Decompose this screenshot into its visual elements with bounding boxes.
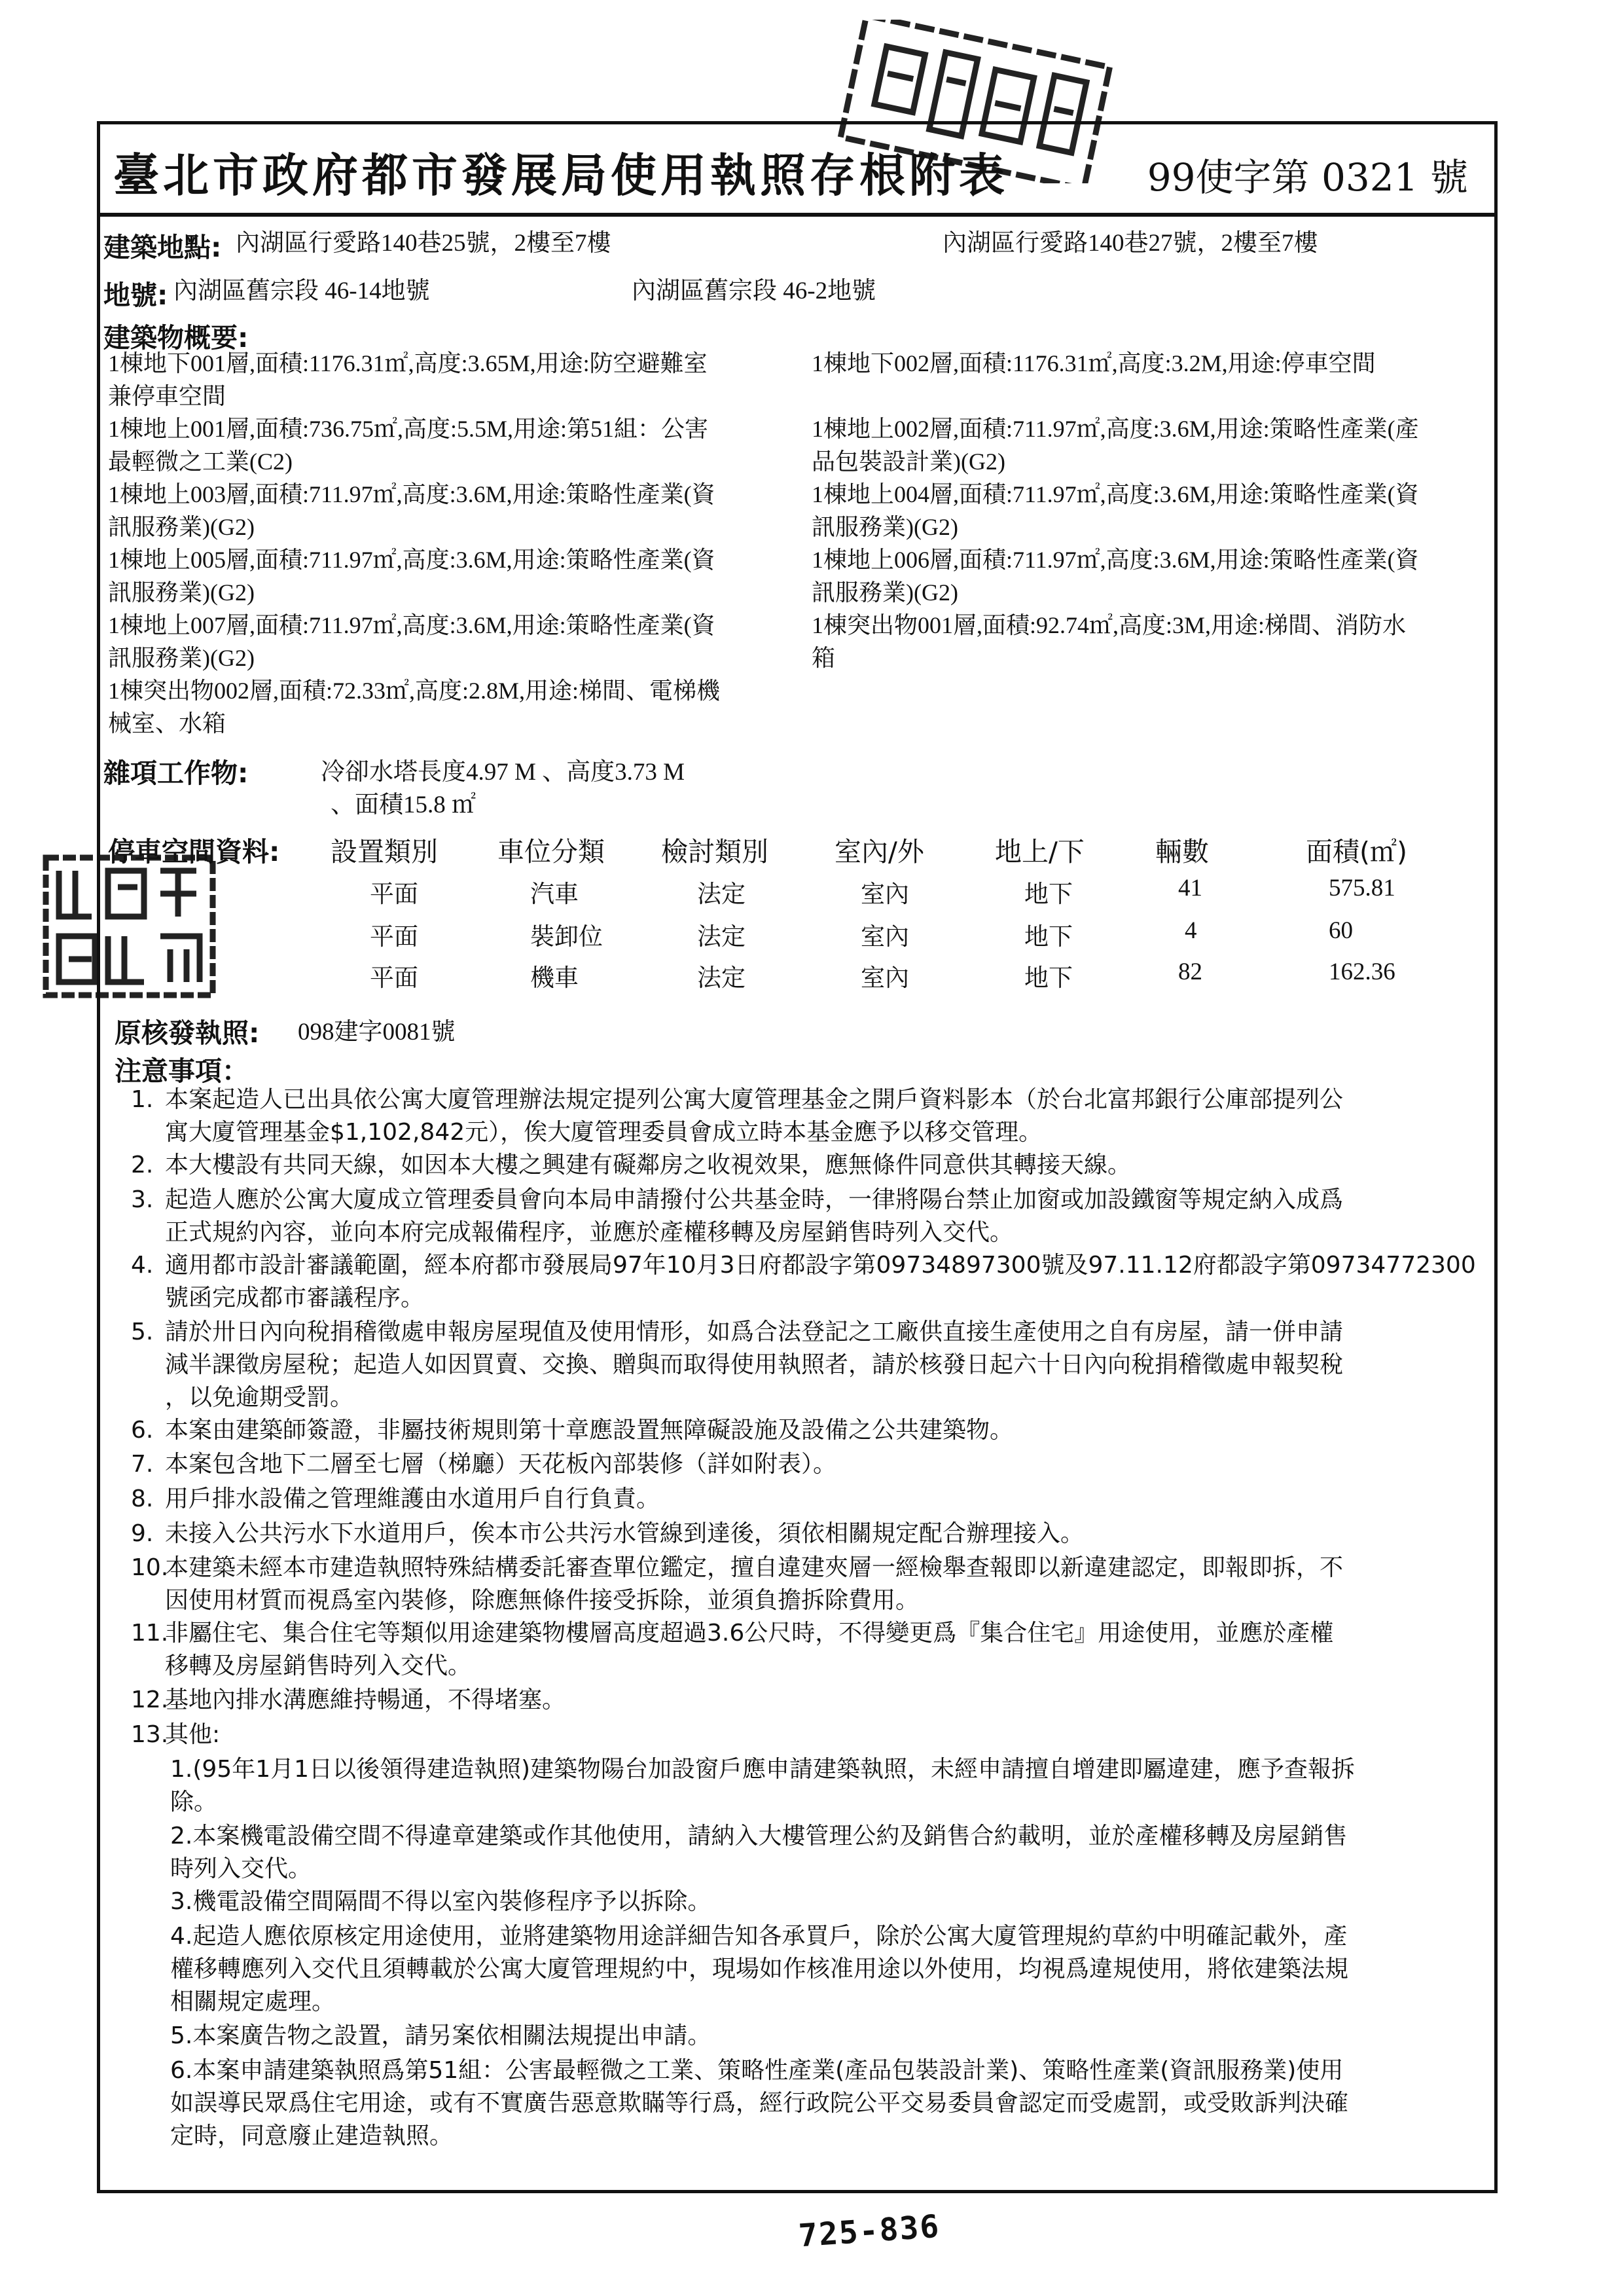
floor-entry: 1棟地上004層,面積:711.97㎡,高度:3.6M,用途:策略性產業(資 訊服務業)(G2) [812,481,1419,540]
parking-label: 停車空間資料: [108,836,280,867]
notes-label: 注意事項： [115,1055,249,1087]
original-permit-value: 098建字0081號 [298,1019,456,1046]
note-item: 10. 本建築未經本市建造執照特殊結構委託審查單位鑑定，擅自違建夾層一經檢舉查報即以新違建認定，即報即拆，不 因使用材質而視爲室內裝修，除應無條件接受拆除，並須負擔拆除費用。 [131,1554,1344,1614]
table-cell: 室內 [861,965,909,992]
note-item: 11. 非屬住宅、集合住宅等類似用途建築物樓層高度超過3.6公尺時，不得變更爲『集合住宅』用途使用，並應於產權 移轉及房屋銷售時列入交代。 [131,1620,1334,1679]
parking-header: 室內/外 [835,836,924,867]
note-item: 2. 本大樓設有共同天線，如因本大樓之興建有礙鄰房之收視效果，應無條件同意供其轉接天線。 [131,1152,1132,1178]
table-cell: 41 [1178,875,1202,902]
table-cell: 汽車 [530,881,579,908]
table-cell: 平面 [370,965,418,992]
footer-code: 725-836 [797,2208,941,2255]
note-item: 6. 本案由建築師簽證，非屬技術規則第十章應設置無障礙設施及設備之公共建築物。 [131,1417,1014,1444]
table-cell: 地下 [1024,881,1073,908]
note-item: 13. 其他: [131,1721,221,1748]
parking-header: 輛數 [1155,836,1209,867]
location-label: 建築地點: [103,232,222,263]
floor-entry: 1棟地上006層,面積:711.97㎡,高度:3.6M,用途:策略性產業(資 訊服務業)(G2) [812,547,1419,606]
floor-entry: 1棟地上002層,面積:711.97㎡,高度:3.6M,用途:策略性產業(產 品包裝設計業)(G2) [812,416,1419,475]
permit-number: 99使字第 0321 號 [1147,155,1468,200]
lot-1: 內湖區舊宗段 46-14地號 [173,278,430,304]
floor-entry: 1棟地上005層,面積:711.97㎡,高度:3.6M,用途:策略性產業(資 訊服務業)(G2) [108,547,715,606]
note-item: 5. 請於卅日內向稅捐稽徵處申報房屋現值及使用情形，如爲合法登記之工廠供直接生產使用之自有房屋，請一併申請 減半課徵房屋稅；起造人如因買賣、交換、贈與而取得使用執照者，請於核發日起六十日內向稅捐稽徵處申報契稅 ，以免逾期受罰。 [131,1319,1344,1411]
table-cell: 裝卸位 [530,924,603,951]
table-cell: 162.36 [1329,958,1395,985]
table-cell: 地下 [1024,924,1073,951]
parking-header: 地上/下 [995,836,1085,867]
note-item: 9. 未接入公共污水下水道用戶，俟本市公共污水管線到達後，須依相關規定配合辦理接入。 [131,1520,1085,1547]
floor-entry: 1棟地下001層,面積:1176.31㎡,高度:3.65M,用途:防空避難室 兼停車空間 [108,350,708,409]
floor-entry: 1棟突出物002層,面積:72.33㎡,高度:2.8M,用途:梯間、電梯機 械室、水箱 [108,678,721,737]
misc-works-label: 雜項工作物: [103,757,249,789]
table-cell: 機車 [530,965,579,992]
sub-note-item: 3.機電設備空間隔間不得以室內裝修程序予以拆除。 [170,1888,711,1915]
title-bar [100,124,1494,217]
parking-header: 面積(㎡) [1306,836,1407,867]
note-item: 7. 本案包含地下二層至七層（梯廳）天花板內部裝修（詳如附表）。 [131,1451,837,1478]
sub-note-item: 6.本案申請建築執照爲第51組：公害最輕微之工業、策略性產業(產品包裝設計業)、策略性產業(資訊服務業)使用 如誤導民眾爲住宅用途，或有不實廣告惡意欺瞞等行爲，經行政院公平交易委員會認定而受處罰，或受敗訴判決確 定時，同意廢止建造執照。 [170,2057,1349,2149]
floor-entry: 1棟地上003層,面積:711.97㎡,高度:3.6M,用途:策略性產業(資 訊服務業)(G2) [108,481,715,540]
address-2: 內湖區行愛路140巷27號，2樓至7樓 [943,230,1318,257]
parking-header: 檢討類別 [661,836,768,867]
note-item: 4. 適用都市設計審議範圍，經本府都市發展局97年10月3日府都設字第09734897300號及97.11.12府都設字第09734772300 號函完成都市審議程序。 [131,1252,1476,1311]
sub-note-item: 1.(95年1月1日以後領得建造執照)建築物陽台加設窗戶應申請建築執照，未經申請擅自增建即屬違建，應予查報拆 除。 [170,1756,1356,1815]
address-1: 內湖區行愛路140巷25號，2樓至7樓 [236,230,611,257]
table-cell: 82 [1178,958,1202,985]
note-item: 12. 基地內排水溝應維持暢通，不得堵塞。 [131,1686,566,1713]
note-item: 1. 本案起造人已出具依公寓大廈管理辦法規定提列公寓大廈管理基金之開戶資料影本（於台北富邦銀行公庫部提列公 寓大廈管理基金$1,102,842元），俟大廈管理委員會成立時本基金應予以移交管理。 [131,1086,1344,1146]
table-cell: 法定 [697,965,746,992]
table-cell: 法定 [697,924,746,951]
floor-entry: 1棟突出物001層,面積:92.74㎡,高度:3M,用途:梯間、消防水 箱 [812,612,1407,671]
floor-entry: 1棟地上001層,面積:736.75㎡,高度:5.5M,用途:第51組：公害 最輕微之工業(C2) [108,416,709,475]
table-cell: 平面 [370,881,418,908]
lot-label: 地號: [103,280,168,311]
floor-entry: 1棟地下002層,面積:1176.31㎡,高度:3.2M,用途:停車空間 [812,350,1376,376]
page-title: 臺北市政府都市發展局使用執照存根附表 [113,148,1009,202]
table-cell: 法定 [697,881,746,908]
table-cell: 平面 [370,924,418,951]
sub-note-item: 5.本案廣告物之設置，請另案依相關法規提出申請。 [170,2022,711,2049]
floor-entry: 1棟地上007層,面積:711.97㎡,高度:3.6M,用途:策略性產業(資 訊服務業)(G2) [108,612,715,671]
table-cell: 60 [1329,917,1353,944]
table-cell: 575.81 [1329,875,1395,902]
table-cell: 室內 [861,881,909,908]
note-item: 8. 用戶排水設備之管理維護由水道用戶自行負責。 [131,1485,660,1512]
table-cell: 4 [1185,917,1197,944]
original-permit-label: 原核發執照: [115,1017,260,1049]
sub-note-item: 4.起造人應依原核定用途使用，並將建築物用途詳細告知各承買戶，除於公寓大廈管理規約草約中明確記載外，產 權移轉應列入交代且須轉載於公寓大廈管理規約中，現場如作核准用途以外使用，均視爲違規使用，將依建築法規 相關規定處理。 [170,1923,1349,2015]
table-cell: 室內 [861,924,909,951]
lot-2: 內湖區舊宗段 46-2地號 [632,278,876,304]
misc-works-line-2: 、面積15.8 ㎡ [331,792,476,818]
note-item: 3. 起造人應於公寓大廈成立管理委員會向本局申請撥付公共基金時，一律將陽台禁止加窗或加設鐵窗等規定納入成爲 正式規約內容，並向本府完成報備程序，並應於產權移轉及房屋銷售時列入交代。 [131,1186,1344,1246]
parking-header: 車位分類 [497,836,605,867]
parking-header: 設置類別 [331,836,438,867]
misc-works-line-1: 冷卻水塔長度4.97 M 、高度3.73 M [321,759,685,786]
overview-label: 建築物概要: [103,322,249,354]
table-cell: 地下 [1024,965,1073,992]
sub-note-item: 2.本案機電設備空間不得違章建築或作其他使用，請納入大樓管理公約及銷售合約載明，並於產權移轉及房屋銷售 時列入交代。 [170,1823,1348,1882]
